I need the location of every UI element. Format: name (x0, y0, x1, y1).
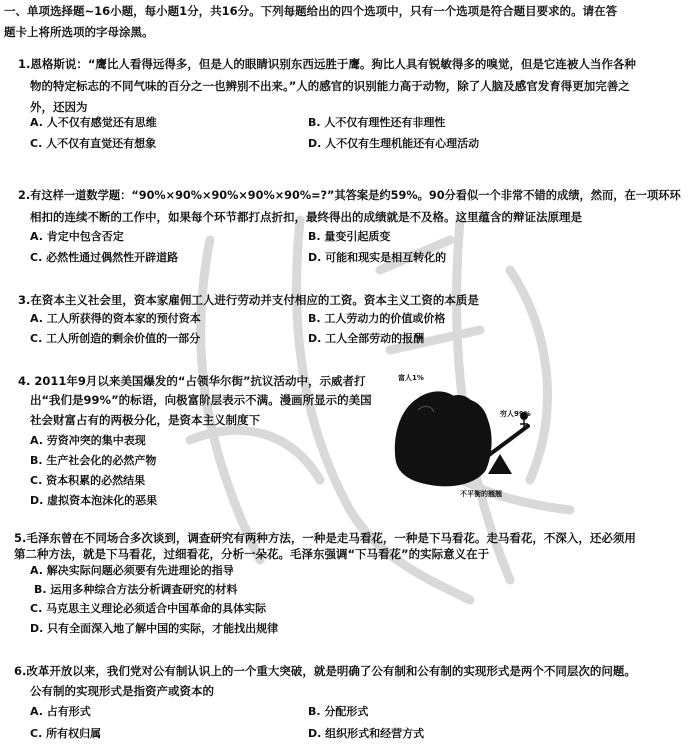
question-6-stem-line1: 6.改革开放以来，我们党对公有制认识上的一个重大突破，就是明确了公有制和公有制的实现形式是两个不同层次的问题。 (14, 664, 636, 678)
question-5-option-d: D. 只有全面深入地了解中国的实际，才能找出规律 (30, 622, 279, 635)
question-4-option-d: D. 虚拟资本泡沫化的恶果 (30, 494, 158, 507)
label-poor-ninety-nine-percent: 穷人99% (500, 410, 531, 418)
question-3-stem-line1: 3.在资本主义社会里，资本家雇佣工人进行劳动并支付相应的工资。资本主义工资的本质是 (18, 293, 479, 307)
question-2-option-c: C. 必然性通过偶然性开辟道路 (30, 251, 179, 264)
question-4-stem-line3: 社会财富占有的两极分化，是资本主义制度下 (30, 413, 260, 427)
question-4-option-c: C. 资本积累的必然结果 (30, 474, 146, 487)
question-4-stem-line2: 出“我们是99%”的标语，向极富阶层表示不满。漫画所显示的美国 (30, 393, 372, 407)
question-2-option-b: B. 量变引起质变 (308, 230, 391, 243)
question-2-stem-line2: 相扣的连续不断的工作中，如果每个环节都打点折扣，最终得出的成绩就是不及格。这里蕴含的辩证法原理是 (30, 210, 582, 224)
question-3-option-a: A. 工人所获得的资本家的预付资本 (30, 312, 201, 325)
question-4-option-b: B. 生产社会化的必然产物 (30, 454, 157, 467)
question-5-option-c: C. 马克思主义理论必须适合中国革命的具体实际 (30, 602, 267, 615)
question-1-stem-line2: 物的特定标志的不同气味的百分之一也辨别不出来。”人的感官的识别能力高于动物，除了人脑及感官发育得更加完善之 (30, 79, 630, 93)
seesaw-cartoon (388, 370, 538, 500)
question-1-option-d: D. 人不仅有生理机能还有心理活动 (308, 137, 480, 150)
question-6-option-b: B. 分配形式 (308, 705, 369, 718)
question-1-option-a: A. 人不仅有感觉还有思维 (30, 116, 157, 129)
question-1-stem-line1: 1.恩格斯说：“鹰比人看得远得多，但是人的眼睛识别东西远胜于鹰。狗比人具有锐敏得多的嗅觉，但是它连被人当作各种 (18, 57, 636, 71)
question-2-option-a: A. 肯定中包含否定 (30, 230, 124, 243)
section-header-line1: 一、单项选择题~16小题，每小题1分，共16分。下列每题给出的四个选项中，只有一个选项是符合题目要求的。请在答 (4, 4, 618, 18)
question-1-stem-line3: 外，还因为 (30, 100, 88, 114)
question-5-stem-line2: 第二种方法，就是下马看花，过细看花，分析一朵花。毛泽东强调“下马看花”的实际意义在于 (14, 547, 490, 561)
question-2-stem-line1: 2.有这样一道数学题：“90%×90%×90%×90%×90%=?”其答案是约59%。90分看似一个非常不错的成绩，然而，在一项环环 (18, 189, 681, 202)
question-5-option-a: A. 解决实际问题必须要有先进理论的指导 (30, 564, 234, 577)
question-1-option-b: B. 人不仅有理性还有非理性 (308, 116, 446, 129)
section-header-line2: 题卡上将所选项的字母涂黑。 (4, 25, 154, 39)
question-4-option-a: A. 劳资冲突的集中表现 (30, 434, 146, 447)
question-1-option-c: C. 人不仅有直觉还有想象 (30, 137, 157, 150)
question-6-option-a: A. 占有形式 (30, 705, 91, 718)
question-6-option-c: C. 所有权归属 (30, 727, 102, 740)
question-6-stem-line2: 公有制的实现形式是指资产或资本的 (30, 684, 214, 698)
question-4-stem-line1: 4. 2011年9月以来美国爆发的“占领华尔街”抗议活动中，示威者打 (18, 374, 366, 388)
question-5-option-b: B. 运用多种综合方法分析调查研究的材料 (34, 583, 238, 596)
seesaw-illustration (388, 370, 538, 500)
question-3-option-b: B. 工人劳动力的价值或价格 (308, 312, 446, 325)
question-2-option-d: D. 可能和现实是相互转化的 (308, 251, 447, 264)
question-3-option-d: D. 工人全部劳动的报酬 (308, 332, 425, 345)
question-3-option-c: C. 工人所创造的剩余价值的一部分 (30, 332, 201, 345)
question-6-option-d: D. 组织形式和经营方式 (308, 727, 425, 740)
label-rich-one-percent: 富人1% (398, 374, 424, 382)
question-5-stem-line1: 5.毛泽东曾在不同场合多次谈到，调查研究有两种方法，一种是走马看花，一种是下马看花。走马看花，不深入，还必须用 (14, 531, 636, 545)
cartoon-caption: 不平衡的翘翘 (460, 490, 502, 498)
